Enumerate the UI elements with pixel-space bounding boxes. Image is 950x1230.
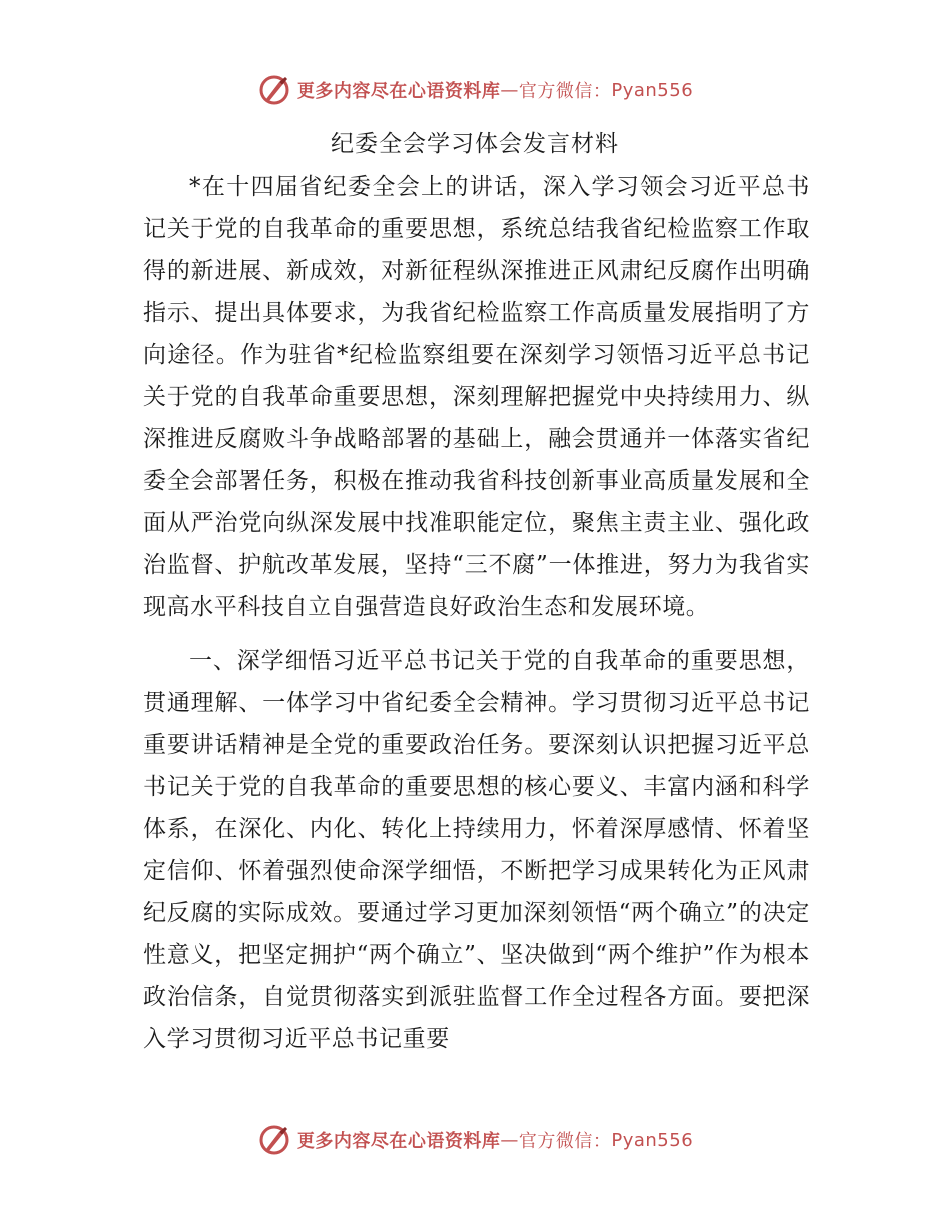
body-paragraph: 一、深学细悟习近平总书记关于党的自我革命的重要思想，贯通理解、一体学习中省纪委全会精神。学习贯彻习近平总书记重要讲话精神是全党的重要政治任务。要深刻认识把握习近平总书记关于党的自我革命的重要思想的核心要义、丰富内涵和科学体系，在深化、内化、转化上持续用力，怀着深厚感情、怀着坚定信仰、怀着强烈使命深学细悟，不断把学习成果转化为正风肃纪反腐的实际成效。要通过学习更加深刻领悟“两个确立”的决定性意义，把坚定拥护“两个确立”、坚决做到“两个维护”作为根本政治信条，自觉贯彻落实到派驻监督工作全过程各方面。要把深入学习贯彻习近平总书记重要	[143, 648, 810, 1052]
watermark-separator: —	[500, 79, 519, 101]
watermark-wechat-id: Pyan556	[611, 79, 694, 101]
footer-watermark	[0, 1120, 950, 1160]
watermark-brand: 更多内容尽在心语资料库	[296, 81, 501, 102]
quill-logo-icon	[257, 1123, 291, 1157]
watermark-label: 官方微信：	[518, 1131, 612, 1152]
document-title: 纪委全会学习体会发言材料	[331, 131, 619, 157]
watermark-label: 官方微信：	[518, 81, 612, 102]
document-body	[143, 166, 810, 1060]
watermark-wechat-id: Pyan556	[611, 1129, 694, 1151]
body-paragraph: *在十四届省纪委全会上的讲话，深入学习领会习近平总书记关于党的自我革命的重要思想，系统总结我省纪检监察工作取得的新进展、新成效，对新征程纵深推进正风肃纪反腐作出明确指示、提出具体要求，为我省纪检监察工作高质量发展指明了方向途径。作为驻省*纪检监察组要在深刻学习领悟习近平总书记关于党的自我革命重要思想，深刻理解把握党中央持续用力、纵深推进反腐败斗争战略部署的基础上，融会贯通并一体落实省纪委全会部署任务，积极在推动我省科技创新事业高质量发展和全面从严治党向纵深发展中找准职能定位，聚焦主责主业、强化政治监督、护航改革发展，坚持“三不腐”一体推进，努力为我省实现高水平科技自立自强营造良好政治生态和发展环境。	[143, 174, 810, 620]
watermark-separator: —	[500, 1129, 519, 1151]
watermark-brand: 更多内容尽在心语资料库	[296, 1131, 501, 1152]
header-watermark	[0, 70, 950, 110]
quill-logo-icon	[257, 73, 291, 107]
